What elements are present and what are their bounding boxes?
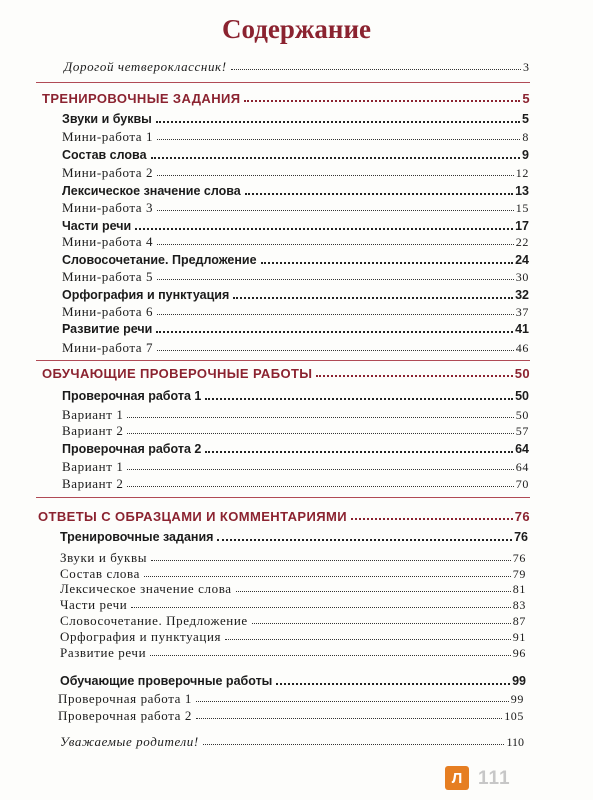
toc-entry[interactable] (60, 551, 526, 564)
toc-entry[interactable] (60, 582, 526, 595)
toc-group-title: Проверочная работа 2 (62, 442, 202, 456)
toc-section-page: 50 (514, 366, 530, 381)
toc-entry[interactable] (62, 408, 529, 421)
toc-entry[interactable] (60, 614, 526, 627)
toc-entry[interactable] (60, 567, 526, 580)
toc-group-page: 50 (515, 389, 529, 403)
dot-leader (233, 296, 513, 299)
toc-entry-label: Орфография и пунктуация (60, 629, 222, 644)
toc-section-page: 76 (514, 509, 530, 524)
toc-group[interactable] (60, 675, 526, 688)
toc-section[interactable] (42, 367, 530, 380)
dot-leader (144, 575, 511, 577)
toc-group[interactable] (62, 390, 529, 403)
toc-entry-label: Дорогой четвероклассник! (64, 59, 227, 74)
toc-entry-intro[interactable] (64, 60, 529, 73)
toc-entry-label: Уважаемые родители! (60, 734, 199, 749)
publisher-logo-letter: Л (451, 769, 463, 787)
toc-entry[interactable] (58, 709, 524, 722)
toc-entry-label: Части речи (60, 597, 128, 612)
dot-leader (225, 638, 511, 640)
dot-leader (151, 156, 521, 159)
dot-leader (316, 374, 512, 377)
toc-group[interactable] (62, 220, 529, 233)
toc-group-title: Части речи (62, 219, 132, 233)
toc-entry[interactable] (62, 166, 529, 179)
toc-entry[interactable] (62, 235, 529, 248)
dot-leader (157, 138, 520, 140)
dot-leader (157, 278, 514, 280)
dot-leader (276, 682, 510, 685)
toc-group[interactable] (62, 289, 529, 302)
toc-group-title: Развитие речи (62, 322, 153, 336)
toc-section-title: ТРЕНИРОВОЧНЫЕ ЗАДАНИЯ (42, 91, 241, 106)
toc-entry-page: 79 (512, 567, 526, 581)
dot-leader (205, 450, 513, 453)
dot-leader (203, 743, 505, 745)
toc-group-page: 5 (522, 112, 529, 126)
toc-entry[interactable] (62, 201, 529, 214)
toc-group-page: 64 (515, 442, 529, 456)
toc-group[interactable] (62, 443, 529, 456)
toc-group-title: Лексическое значение слова (62, 184, 241, 198)
dot-leader (157, 313, 514, 315)
toc-entry-label: Проверочная работа 1 (58, 691, 192, 706)
toc-entry-page: 96 (512, 646, 526, 660)
toc-entry-label: Мини-работа 6 (62, 304, 154, 319)
toc-entry-page: 99 (510, 692, 524, 706)
toc-entry-label: Мини-работа 5 (62, 269, 154, 284)
toc-group[interactable] (62, 254, 529, 267)
toc-entry-page: 57 (515, 424, 529, 438)
toc-group-page: 24 (515, 253, 529, 267)
toc-group-title: Состав слова (62, 148, 147, 162)
toc-entry[interactable] (60, 598, 526, 611)
dot-leader (127, 485, 513, 487)
toc-entry-page: 76 (512, 551, 526, 565)
publisher-logo-icon (445, 766, 469, 790)
toc-entry-label: Лексическое значение слова (60, 581, 232, 596)
dot-leader (150, 654, 511, 656)
toc-entry-label: Вариант 2 (62, 476, 124, 491)
toc-group-title: Проверочная работа 1 (62, 389, 202, 403)
toc-group-title: Обучающие проверочные работы (60, 674, 273, 688)
toc-entry-page: 70 (515, 477, 529, 491)
toc-entry-page: 87 (512, 614, 526, 628)
toc-entry[interactable] (62, 477, 529, 490)
toc-section-title: ОБУЧАЮЩИЕ ПРОВЕРОЧНЫЕ РАБОТЫ (42, 366, 313, 381)
toc-entry[interactable] (62, 424, 529, 437)
dot-leader (127, 416, 513, 418)
toc-entry-label: Мини-работа 7 (62, 340, 154, 355)
dot-leader (217, 538, 512, 541)
toc-entry-page: 110 (506, 735, 524, 749)
page-title: Содержание (221, 14, 372, 44)
toc-group-page: 76 (514, 530, 528, 544)
toc-group[interactable] (62, 323, 529, 336)
toc-group[interactable] (60, 531, 528, 544)
toc-entry[interactable] (60, 646, 526, 659)
dot-leader (156, 330, 513, 333)
toc-entry[interactable] (62, 341, 529, 354)
dot-leader (135, 227, 513, 230)
toc-entry-closing[interactable] (60, 735, 524, 748)
toc-entry-label: Вариант 1 (62, 459, 124, 474)
toc-group[interactable] (62, 185, 529, 198)
toc-group-page: 17 (515, 219, 529, 233)
toc-entry[interactable] (62, 270, 529, 283)
toc-entry-label: Развитие речи (60, 645, 147, 660)
toc-entry-label: Мини-работа 3 (62, 200, 154, 215)
dot-leader (127, 468, 513, 470)
dot-leader (252, 622, 511, 624)
dot-leader (351, 517, 513, 520)
toc-section[interactable] (38, 510, 530, 523)
dot-leader (157, 209, 514, 211)
dot-leader (196, 700, 509, 702)
toc-entry-page: 91 (512, 630, 526, 644)
dot-leader (205, 397, 513, 400)
dot-leader (157, 174, 514, 176)
dot-leader (231, 68, 521, 70)
toc-entry-label: Вариант 2 (62, 423, 124, 438)
toc-entry-page: 12 (515, 166, 529, 180)
toc-entry-page: 83 (512, 598, 526, 612)
toc-entry-label: Звуки и буквы (60, 550, 148, 565)
toc-group-title: Орфография и пунктуация (62, 288, 230, 302)
toc-entry-page: 105 (504, 709, 524, 723)
toc-entry-label: Мини-работа 4 (62, 234, 154, 249)
toc-entry-page: 8 (522, 130, 529, 144)
toc-group-title: Тренировочные задания (60, 530, 214, 544)
toc-group-title: Звуки и буквы (62, 112, 152, 126)
toc-entry-label: Проверочная работа 2 (58, 708, 192, 723)
toc-entry-page: 15 (515, 201, 529, 215)
toc-group-page: 99 (512, 674, 526, 688)
toc-entry[interactable] (62, 460, 529, 473)
dot-leader (151, 559, 511, 561)
dot-leader (127, 432, 513, 434)
toc-section-page: 5 (522, 91, 530, 106)
toc-entry[interactable] (62, 305, 529, 318)
page-number: 111 (478, 768, 511, 789)
toc-entry[interactable] (62, 130, 529, 143)
toc-entry-page: 46 (515, 341, 529, 355)
toc-group-page: 32 (515, 288, 529, 302)
dot-leader (244, 99, 520, 102)
toc-entry-label: Мини-работа 2 (62, 165, 154, 180)
toc-entry-page: 22 (515, 235, 529, 249)
section-divider (36, 360, 530, 361)
dot-leader (157, 243, 514, 245)
toc-group[interactable] (62, 149, 529, 162)
toc-section-title: ОТВЕТЫ С ОБРАЗЦАМИ И КОММЕНТАРИЯМИ (38, 509, 347, 524)
dot-leader (157, 349, 514, 351)
toc-entry[interactable] (58, 692, 524, 705)
toc-group-page: 9 (522, 148, 529, 162)
toc-entry-page: 81 (512, 582, 526, 596)
toc-entry-label: Вариант 1 (62, 407, 124, 422)
dot-leader (156, 120, 520, 123)
toc-group[interactable] (62, 113, 529, 126)
toc-entry-page: 37 (515, 305, 529, 319)
dot-leader (236, 590, 511, 592)
section-divider (36, 497, 530, 498)
dot-leader (196, 717, 502, 719)
toc-entry-label: Состав слова (60, 566, 140, 581)
toc-entry-label: Словосочетание. Предложение (60, 613, 248, 628)
toc-group-title: Словосочетание. Предложение (62, 253, 257, 267)
toc-entry-page: 30 (515, 270, 529, 284)
toc-entry-page: 3 (523, 60, 529, 74)
dot-leader (131, 606, 510, 608)
toc-section[interactable] (42, 92, 530, 105)
toc-entry[interactable] (60, 630, 526, 643)
toc-entry-page: 50 (515, 408, 529, 422)
toc-group-page: 13 (515, 184, 529, 198)
section-divider (36, 82, 530, 83)
toc-group-page: 41 (515, 322, 529, 336)
dot-leader (245, 192, 513, 195)
toc-entry-label: Мини-работа 1 (62, 129, 154, 144)
toc-entry-page: 64 (515, 460, 529, 474)
dot-leader (261, 261, 514, 264)
